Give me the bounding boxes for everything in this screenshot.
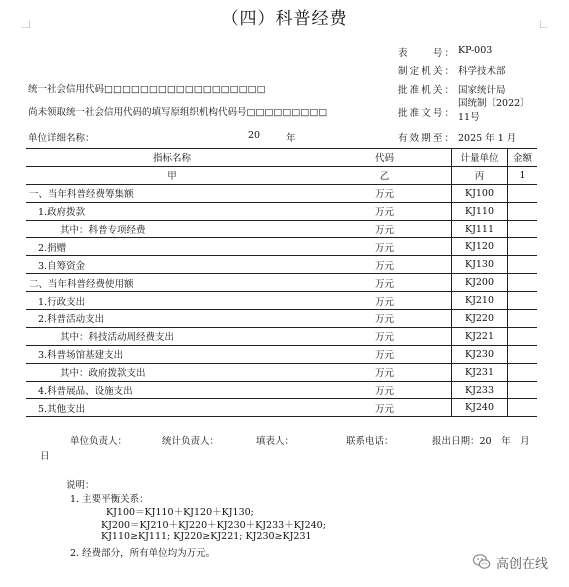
row-code: KJ130 [452, 256, 508, 274]
row-unit: 万元 [318, 345, 452, 363]
amount-cell[interactable] [508, 274, 538, 292]
table-row [26, 345, 537, 363]
table-row [26, 256, 537, 274]
table-subheader-row [26, 166, 537, 184]
row-unit: 万元 [318, 220, 452, 238]
unit-year-prefix: 20 [248, 130, 261, 141]
meta-value-approval-number: 国统制〔2022〕11号 [458, 98, 530, 123]
table-row [26, 274, 537, 292]
amount-cell[interactable] [508, 202, 538, 220]
header-code: 代码 [318, 149, 452, 167]
meta-label-form-number: 表 号： [398, 48, 454, 59]
notes-equation-3: KJ110≥KJ111; KJ220≥KJ221; KJ230≥KJ231 [101, 531, 312, 542]
amount-cell[interactable] [508, 363, 538, 381]
row-name: 其中：科技活动周经费支出 [26, 327, 318, 345]
stat-head-label: 统计负责人： [162, 436, 220, 447]
report-date-day: 日 [40, 451, 50, 462]
table-row [26, 292, 537, 310]
amount-cell[interactable] [508, 327, 538, 345]
notes-title: 说明： [66, 480, 95, 491]
amount-cell[interactable] [508, 256, 538, 274]
table-row [26, 220, 537, 238]
amount-cell[interactable] [508, 345, 538, 363]
row-code: KJ111 [452, 220, 508, 238]
funds-table [26, 148, 537, 417]
table-row [26, 184, 537, 202]
header-amount: 金额 [508, 149, 538, 167]
meta-value-form-number: KP-003 [458, 45, 493, 56]
row-unit: 万元 [318, 202, 452, 220]
row-unit: 万元 [318, 381, 452, 399]
header-unit: 计量单位 [452, 149, 508, 167]
row-name: 1.行政支出 [26, 292, 318, 310]
meta-label-valid-until: 有效期至： [398, 133, 454, 144]
phone-label: 联系电话： [346, 436, 394, 447]
meta-label-approval-number: 批准文号： [398, 108, 454, 119]
notes-equation-2: KJ200＝KJ210＋KJ220＋KJ230＋KJ233＋KJ240; [101, 520, 326, 531]
table-row [26, 327, 537, 345]
table-header-row [26, 149, 537, 167]
row-name: 3.自筹资金 [26, 256, 318, 274]
table-row [26, 363, 537, 381]
row-unit: 万元 [318, 274, 452, 292]
page-title: （四）科普经费 [221, 9, 348, 29]
subheader-indicator: 甲 [26, 166, 318, 184]
amount-cell[interactable] [508, 292, 538, 310]
row-code: KJ233 [452, 381, 508, 399]
amount-cell[interactable] [508, 220, 538, 238]
row-name: 二、当年科普经费使用额 [26, 274, 318, 292]
table-row [26, 238, 537, 256]
unit-year-suffix: 年 [286, 133, 296, 144]
row-code: KJ110 [452, 202, 508, 220]
subheader-code: 乙 [318, 166, 452, 184]
org-code-line: 尚未领取统一社会信用代码的填写原组织机构代码号□□□□□□□□□ [28, 107, 328, 118]
row-name: 5.其他支出 [26, 399, 318, 417]
row-unit: 万元 [318, 327, 452, 345]
row-code: KJ220 [452, 310, 508, 328]
amount-cell[interactable] [508, 184, 538, 202]
row-unit: 万元 [318, 292, 452, 310]
row-unit: 万元 [318, 256, 452, 274]
row-name: 其中：科普专项经费 [26, 220, 318, 238]
watermark-text: 高创在线 [496, 557, 549, 572]
row-name: 一、当年科普经费筹集额 [26, 184, 318, 202]
amount-cell[interactable] [508, 238, 538, 256]
meta-value-valid-until: 2025 年 1 月 [458, 133, 517, 144]
row-unit: 万元 [318, 363, 452, 381]
table-row [26, 381, 537, 399]
table-row [26, 202, 537, 220]
row-name: 其中：政府拨款支出 [26, 363, 318, 381]
amount-cell[interactable] [508, 399, 538, 417]
header-indicator: 指标名称 [26, 149, 318, 167]
meta-label-approver: 批准机关： [398, 85, 454, 96]
row-name: 2.捐赠 [26, 238, 318, 256]
unit-name-label: 单位详细名称： [28, 133, 95, 144]
table-row [26, 399, 537, 417]
row-name: 1.政府拨款 [26, 202, 318, 220]
filler-label: 填表人： [256, 436, 295, 447]
row-unit: 万元 [318, 184, 452, 202]
row-code: KJ240 [452, 399, 508, 417]
row-code: KJ221 [452, 327, 508, 345]
row-unit: 万元 [318, 399, 452, 417]
amount-cell[interactable] [508, 381, 538, 399]
notes-item-1: 1. 主要平衡关系： [70, 494, 149, 505]
unit-head-label: 单位负责人： [70, 436, 128, 447]
row-code: KJ231 [452, 363, 508, 381]
row-code: KJ200 [452, 274, 508, 292]
row-unit: 万元 [318, 238, 452, 256]
row-code: KJ210 [452, 292, 508, 310]
table-row [26, 310, 537, 328]
row-name: 4.科普展品、设施支出 [26, 381, 318, 399]
row-name: 3.科普场馆基建支出 [26, 345, 318, 363]
meta-label-authority: 制定机关： [398, 66, 454, 77]
subheader-unit: 丙 [452, 166, 508, 184]
subheader-amount: 1 [508, 166, 538, 184]
meta-value-authority: 科学技术部 [458, 66, 506, 77]
amount-cell[interactable] [508, 310, 538, 328]
meta-value-approver: 国家统计局 [458, 85, 506, 96]
report-date-label: 报出日期：20 年 月 [432, 436, 530, 447]
notes-equation-1: KJ100＝KJ110＋KJ120＋KJ130; [106, 507, 254, 518]
notes-item-2: 2. 经费部分，所有单位均为万元。 [70, 548, 216, 559]
row-code: KJ120 [452, 238, 508, 256]
wechat-icon [472, 552, 492, 572]
row-code: KJ100 [452, 184, 508, 202]
row-unit: 万元 [318, 310, 452, 328]
credit-code-line: 统一社会信用代码□□□□□□□□□□□□□□□□□□ [28, 84, 266, 95]
row-code: KJ230 [452, 345, 508, 363]
row-name: 2.科普活动支出 [26, 310, 318, 328]
